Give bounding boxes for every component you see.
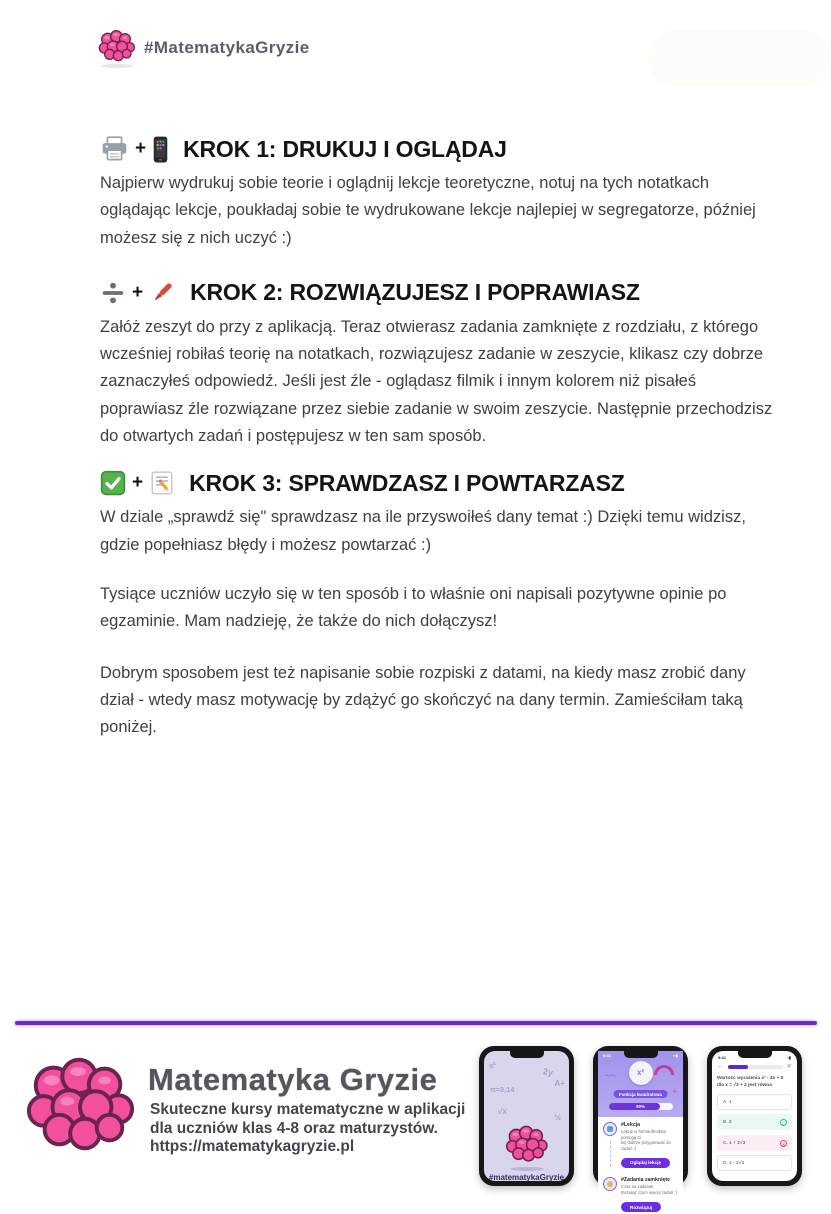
logo-shadow	[101, 64, 133, 68]
lesson-title: #Lekcja	[621, 1122, 641, 1128]
tasks-title: #Zadania zamknięte	[621, 1177, 671, 1184]
footer-subtitle-line2: dla uczniów klas 4-8 oraz maturzystów.	[150, 1119, 438, 1137]
progress-percent: 80%	[636, 1104, 645, 1109]
chapter-title-pill: Funkcja kwadratowa	[613, 1090, 668, 1098]
phone-mockup-course	[593, 1046, 688, 1210]
quiz-progress-fill	[728, 1065, 749, 1069]
brand-hashtag: #MatematykaGryzie	[144, 38, 310, 57]
quiz-screen	[712, 1051, 797, 1181]
footer-brain-illustration	[22, 1052, 140, 1158]
quiz-nav	[717, 1064, 792, 1070]
plus-sign: +	[132, 472, 144, 494]
step1-title: KROK 1: DRUKUJ I OGLĄDAJ	[183, 135, 507, 162]
quiz-option-a: A. 1	[717, 1094, 792, 1110]
splash-hashtag: #matematykaGryzie	[488, 1173, 565, 1182]
close-icon: ✕	[786, 1063, 792, 1070]
wrong-cross-icon: ✕	[781, 1141, 786, 1147]
footer-subtitle	[150, 1101, 465, 1157]
splash-screen	[484, 1051, 569, 1181]
timeline-connector	[610, 1141, 611, 1167]
printer-icon	[100, 136, 129, 162]
quiz-option-d: D. 1 - 2√3	[717, 1155, 792, 1171]
mobile-phone-icon	[152, 136, 169, 163]
splash-brain-icon	[504, 1123, 550, 1165]
step2-paragraph: Załóż zeszyt do przy z aplikacją. Teraz otwierasz zadania zamknięte z rozdziału, z którego wcześniej robiłaś teorię na notatkach, rozwiązujesz zadanie w zeszycie, klikasz czy dobrze zaznaczyłeś odpowiedź. Jeśli jest źle - oglądasz filmik i innym kolorem niż pisałeś poprawiasz źle rozwiązane przez siebie zadanie w swoim zeszycie. Następnie przechodzisz do otwartych zadań i postępujesz w ten sam sposób.	[100, 317, 773, 446]
plus-sign: +	[135, 138, 147, 159]
formula-decoration: π≈3,14	[490, 1085, 515, 1094]
step2-title: KROK 2: ROZWIĄZUJESZ I POPRAWIASZ	[190, 279, 640, 306]
chapter-badge: x²	[629, 1061, 653, 1085]
arc-decoration	[654, 1065, 674, 1075]
phone-notch	[624, 1051, 658, 1058]
memo-icon	[149, 470, 175, 496]
purple-divider	[15, 1021, 817, 1025]
status-time: 9:41	[718, 1055, 727, 1060]
correct-check-icon: ✓	[781, 1121, 786, 1127]
formula-decoration: A+	[554, 1079, 565, 1088]
quiz-question: Wartość wyrażenia x² - 4x + 5 dla x = √3 + 2 jest równa	[717, 1076, 784, 1088]
chapter-progress-bar	[609, 1103, 673, 1110]
footer-brand-title: Matematyka Gryzie	[148, 1062, 438, 1097]
plus-decoration: +	[672, 1087, 677, 1096]
step3-title: KROK 3: SPRAWDZASZ I POWTARZASZ	[189, 469, 625, 496]
lesson-list	[598, 1117, 683, 1214]
squiggle-decoration: 〜〜	[604, 1073, 616, 1080]
formula-decoration: 2y	[542, 1066, 554, 1078]
schedule-tip-paragraph: Dobrym sposobem jest też napisanie sobie rozpiski z datami, na kiedy masz zrobić dany dział - wtedy masz motywację by zdążyć go skończyć na dany termin. Zamieściłam taką poniżej.	[100, 663, 746, 737]
phone-notch	[510, 1051, 544, 1058]
quiz-option-c-wrong: C. 1 + 2√3 ✕	[717, 1135, 792, 1151]
red-pen-icon	[149, 279, 176, 306]
check-mark-button-icon	[100, 470, 126, 496]
step1-heading	[100, 134, 774, 164]
phone-mockup-splash	[479, 1046, 574, 1186]
back-arrow-icon: ←	[717, 1063, 724, 1070]
tasks-desc: Czas na zadania! Rozwiąż czym więcej zadań :)	[621, 1184, 677, 1195]
footer-subtitle-line1: Skuteczne kursy matematyczne w aplikacji	[150, 1101, 466, 1118]
status-time: 9:41	[603, 1053, 612, 1058]
tasks-avatar-icon	[603, 1177, 617, 1191]
main-content	[100, 134, 774, 741]
faded-top-right-shape	[648, 30, 831, 86]
brand-brain-icon	[97, 28, 137, 64]
status-icons: ▪▮	[787, 1055, 791, 1060]
step2-heading	[100, 278, 774, 308]
status-icons: ▪▪▮	[672, 1053, 678, 1058]
course-screen	[598, 1051, 683, 1210]
phone-mockup-quiz	[707, 1046, 802, 1186]
formula-decoration: x²	[488, 1060, 497, 1071]
solve-tasks-button: Rozwiązuj	[621, 1202, 661, 1212]
social-proof-paragraph: Tysiące uczniów uczyło się w ten sposób i to właśnie oni napisali pozytywne opinie po egzaminie. Mam nadzieję, że także do nich dołączysz!	[100, 584, 727, 631]
lesson-item	[603, 1122, 678, 1169]
lesson-avatar-icon	[603, 1122, 617, 1136]
lesson-desc: Lekcje w formie filmików pomogą Ci się dobrze przygotować do zadań :)	[621, 1129, 671, 1151]
formula-decoration: ½	[554, 1113, 561, 1122]
watch-lesson-button: Oglądaj lekcję	[621, 1158, 670, 1168]
phone-notch	[738, 1051, 772, 1058]
formula-decoration: √x	[498, 1107, 507, 1116]
step3-paragraph: W dziale „sprawdź się" sprawdzasz na ile przyswoiłeś dany temat :) Dzięki temu widzisz, gdzie popełniasz błędy i możesz powtarzać :)	[100, 508, 746, 554]
step3-heading	[100, 468, 774, 498]
step1-paragraph: Najpierw wydrukuj sobie teorie i oglądnij lekcje teoretyczne, notuj na tych notatkach oglądając lekcje, poukładaj sobie te wydrukowane lekcje najlepiej w segregatorze, później możesz się z nich uczyć :)	[100, 174, 756, 247]
course-header	[598, 1051, 683, 1117]
footer-website-link[interactable]: https://matematykagryzie.pl	[150, 1138, 355, 1155]
quiz-option-b-correct: B. 3 ✓	[717, 1114, 792, 1130]
tasks-item	[603, 1177, 678, 1213]
plus-sign: +	[132, 281, 144, 303]
quiz-progress-bar	[728, 1065, 783, 1069]
splash-brain-shadow	[510, 1167, 544, 1171]
division-icon	[100, 280, 126, 306]
